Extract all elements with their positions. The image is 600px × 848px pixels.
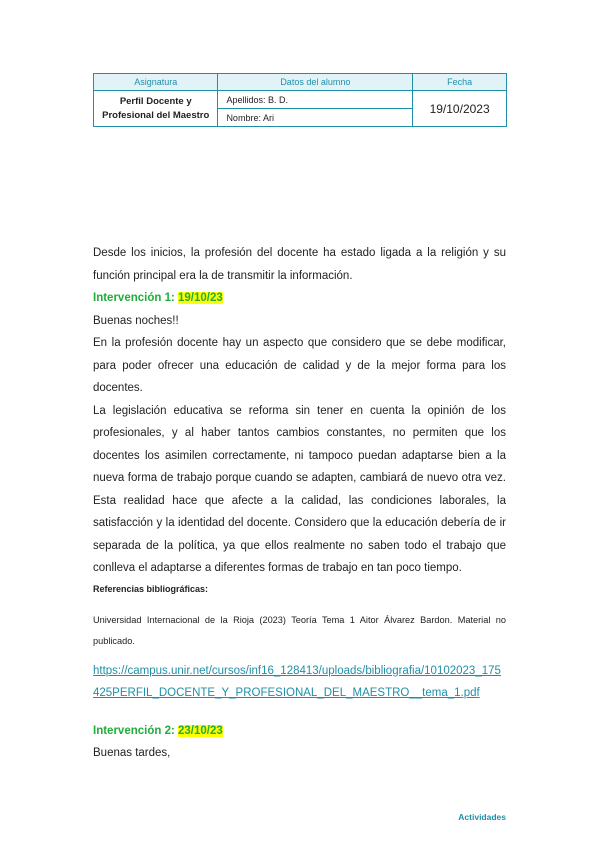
document-body: [93, 242, 506, 765]
intro-paragraph: Desde los inicios, la profesión del docente ha estado ligada a la religión y su función principal era la de transmitir la información.: [93, 247, 506, 282]
date-cell: 19/10/2023: [413, 91, 507, 127]
spacer: [93, 705, 506, 720]
reference-item: Universidad Internacional de la Rioja (2023) Teoría Tema 1 Aitor Álvarez Bardon. Material no publicado.: [93, 614, 506, 646]
reference-link[interactable]: https://campus.unir.net/cursos/inf16_128413/uploads/bibliografia/10102023_175425PERFIL_DOCENTE_Y_PROFESIONAL_DEL_MAESTRO__tema_1.pdf: [93, 664, 501, 699]
subject-cell: Perfil Docente y Profesional del Maestro: [94, 91, 218, 127]
nombre-cell: Nombre: Ari: [218, 109, 413, 127]
references-heading: Referencias bibliográficas:: [93, 583, 209, 594]
intervention-1-date: 19/10/23: [178, 292, 223, 304]
intervention-2-greeting: Buenas tardes,: [93, 747, 171, 759]
intervention-2-label: Intervención 2:: [93, 724, 178, 737]
intervention-1-greeting: Buenas noches!!: [93, 314, 179, 327]
footer-label: Actividades: [458, 812, 506, 822]
apellidos-cell: Apellidos: B. D.: [218, 91, 413, 109]
intervention-1-label: Intervención 1:: [93, 292, 178, 304]
intervention-1-paragraph-2: La legislación educativa se reforma sin tener en cuenta la opinión de los profesionales, y al haber tantos cambios constantes, no permiten que los docentes los asimilen correctamente, ni tampoco puedan adaptarse bien a la nueva forma de trabajo porque cuando se adapten, cambiará de nuevo otra vez. Esta realidad hace que afecte a la calidad, las condiciones laborales, la satisfacción y la identidad del docente. Considero que la educación debería de ir separada de la política, ya que ellos realmente no saben todo el trabajo que conlleva el adaptarse a diferentes formas de trabajo en tan poco tiempo.: [93, 404, 506, 574]
intervention-2-date: 23/10/23: [178, 724, 223, 737]
col-date-header: Fecha: [413, 74, 507, 91]
intervention-2-heading: [93, 720, 506, 743]
col-student-header: Datos del alumno: [218, 74, 413, 91]
col-subject-header: Asignatura: [94, 74, 218, 91]
header-table: [93, 73, 507, 127]
intervention-1-heading: [93, 287, 506, 310]
intervention-1-paragraph-1: En la profesión docente hay un aspecto que considero que se debe modificar, para poder ofrecer una educación de calidad y de la mejor forma para los docentes.: [93, 337, 506, 394]
